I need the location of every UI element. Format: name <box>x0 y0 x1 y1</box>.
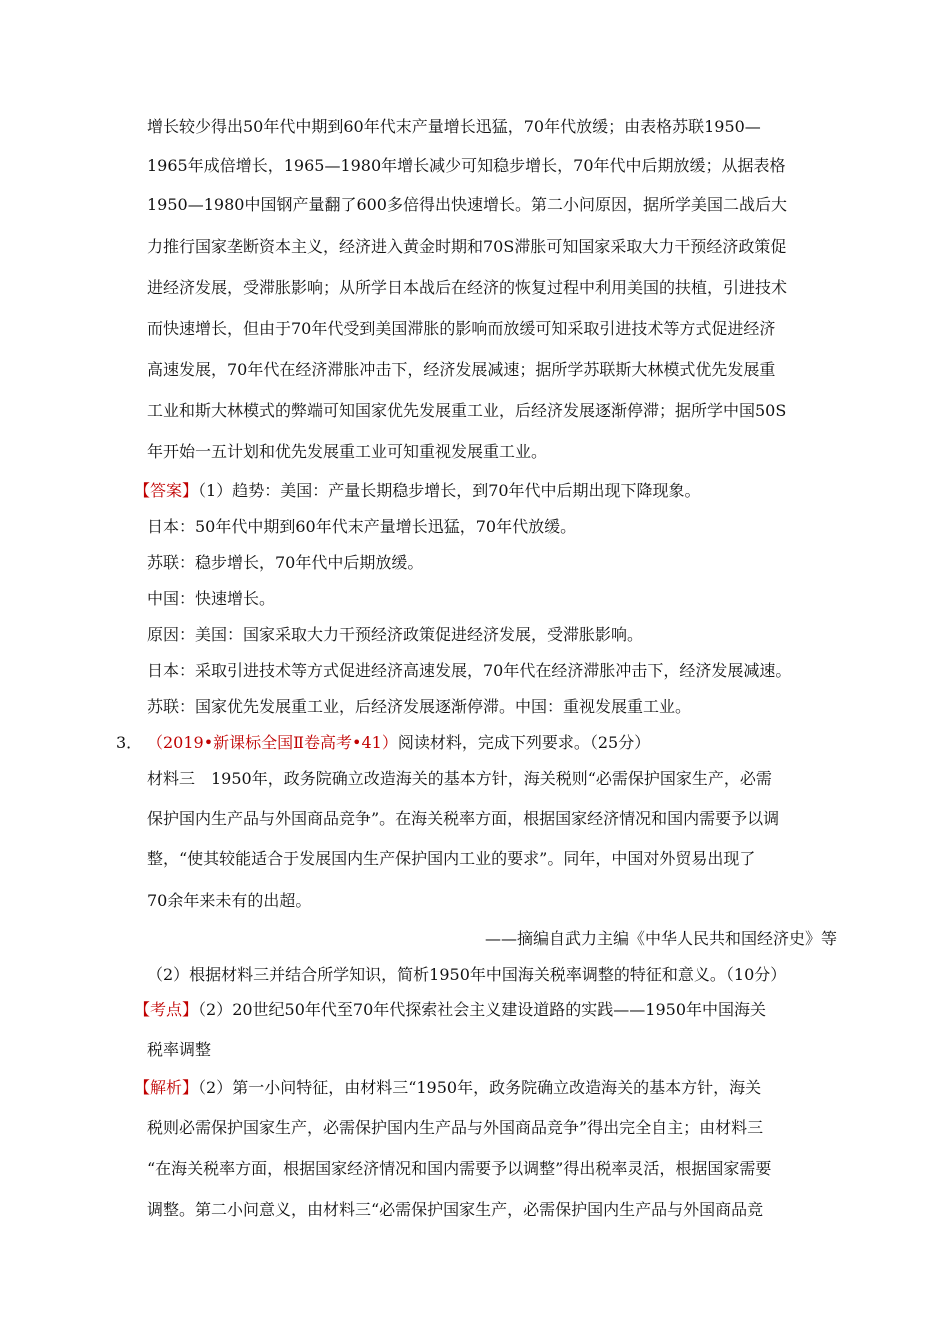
analysis-line: 进经济发展，受滞胀影响；从所学日本战后在经济的恢复过程中利用美国的扶植，引进技术 <box>147 278 788 297</box>
answer-line: 苏联：国家优先发展重工业，后经济发展逐渐停滞。中国：重视发展重工业。 <box>147 697 692 716</box>
jiexi-line <box>134 1077 837 1099</box>
answer-first-line <box>134 480 837 502</box>
material-line: 保护国内生产品与外国商品竞争”。在海关税率方面，根据国家经济情况和国内需要予以调 <box>147 809 780 828</box>
jiexi-continued: “在海关税率方面，根据国家经济情况和国内需要予以调整”得出税率灵活，根据国家需要 <box>147 1159 772 1178</box>
analysis-line: 高速发展，70年代在经济滞胀冲击下，经济发展减速；据所学苏联斯大林模式优先发展重 <box>147 360 776 379</box>
analysis-line: 1950—1980中国钢产量翻了600多倍得出快速增长。第二小问原因，据所学美国二战后大 <box>147 195 787 214</box>
analysis-line: 而快速增长，但由于70年代受到美国滞胀的影响而放缓可知采取引进技术等方式促进经济 <box>147 319 776 338</box>
material-line: 70余年来未有的出超。 <box>147 891 312 910</box>
analysis-line: 力推行国家垄断资本主义，经济进入黄金时期和70S滞胀可知国家采取大力干预经济政策促 <box>147 237 787 256</box>
kaodian-line <box>134 999 837 1021</box>
kaodian-tag: 【考点】 <box>134 1000 199 1019</box>
kaodian-text: （2）20世纪50年代至70年代探索社会主义建设道路的实践——1950年中国海关 <box>198 1000 766 1019</box>
answer-line: 苏联：稳步增长，70年代中后期放缓。 <box>147 553 424 572</box>
answer-line: 中国：快速增长。 <box>147 589 276 608</box>
analysis-line: 年开始一五计划和优先发展重工业可知重视发展重工业。 <box>147 442 548 461</box>
analysis-line: 工业和斯大林模式的弊端可知国家优先发展重工业，后经济发展逐渐停滞；据所学中国50S <box>147 401 787 420</box>
material-line: 整，“使其较能适合于发展国内生产保护国内工业的要求”。同年，中国对外贸易出现了 <box>147 849 756 868</box>
sub-question: （2）根据材料三并结合所学知识，简析1950年中国海关税率调整的特征和意义。（10分） <box>147 965 787 984</box>
jiexi-text: （2）第一小问特征，由材料三“1950年，政务院确立改造海关的基本方针，海关 <box>198 1078 762 1097</box>
analysis-line: 1965年成倍增长，1965—1980年增长减少可知稳步增长，70年代中后期放缓；从据表格 <box>147 156 786 175</box>
material-citation: ——摘编自武力主编《中华人民共和国经济史》等 <box>484 929 837 948</box>
answer-line: 日本：50年代中期到60年代末产量增长迅猛，70年代放缓。 <box>147 517 577 536</box>
question-header <box>147 732 837 754</box>
question-prompt: 阅读材料，完成下列要求。（25分） <box>397 733 651 752</box>
question-number: 3． <box>116 733 143 752</box>
answer-line: 日本：采取引进技术等方式促进经济高速发展，70年代在经济滞胀冲击下，经济发展减速。 <box>147 661 792 680</box>
kaodian-continued: 税率调整 <box>147 1040 212 1059</box>
answer-line: 原因：美国：国家采取大力干预经济政策促进经济发展，受滞胀影响。 <box>147 625 644 644</box>
answer-text: （1）趋势：美国：产量长期稳步增长，到70年代中后期出现下降现象。 <box>198 481 701 500</box>
question-source: （2019•新课标全国Ⅱ卷高考•41） <box>147 733 398 752</box>
jiexi-tag: 【解析】 <box>134 1078 199 1097</box>
jiexi-continued: 税则必需保护国家生产，必需保护国内生产品与外国商品竞争”得出完全自主；由材料三 <box>147 1118 764 1137</box>
jiexi-continued: 调整。第二小问意义，由材料三“必需保护国家生产，必需保护国内生产品与外国商品竞 <box>147 1200 764 1219</box>
answer-tag: 【答案】 <box>134 481 199 500</box>
analysis-line: 增长较少得出50年代中期到60年代末产量增长迅猛，70年代放缓；由表格苏联1950— <box>147 117 761 136</box>
material-line: 材料三 1950年，政务院确立改造海关的基本方针，海关税则“必需保护国家生产，必需 <box>147 769 772 788</box>
